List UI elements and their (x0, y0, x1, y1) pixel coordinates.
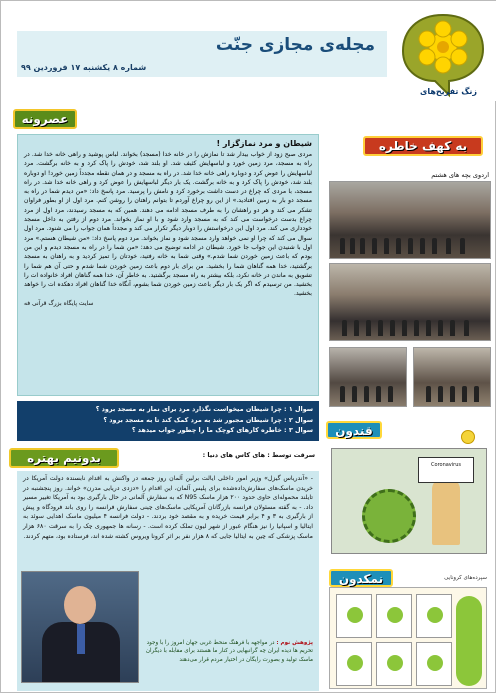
cartoon-image (331, 448, 487, 554)
question-item: سوال ۳ : خاطره کارهای کوچک ما را چطور جواب میدهد ؟ (131, 426, 313, 434)
yellow-flower-icon (397, 9, 489, 99)
section-label-best: بدونیم بهتره (9, 448, 119, 468)
issue-info: شماره ۸ یکشنبه ۱۷ فروردین ۹۹ (21, 63, 147, 72)
cartoon-area (323, 426, 491, 556)
group-photo (329, 263, 491, 341)
story-text: مردی صبح زود از خواب بیدار شد تا نمازش را در خانه خدا (مسجد) بخواند. لباس پوشید و راهی خانه خدا شد. در راه به مسجد، مرد زمین خورد و لباسهایش کثیف شد. او بلند شد، خودش را پاک کرد و به خانه برگشت. مرد لباسهایش را عوض کرد و دوباره راهی خانه خدا شد. در راه به مسجد و در همان نقطه مجدداً زمین خورد! او دوباره بلند شد، خودش را پاک کرد و به خانه برگشت. یک بار دیگر لباسهایش را عوض کرد و راهی خانه خدا شد. در راه مسجد، با مردی که چراغ در دست داشت برخورد کرد و نامش را پرسید. مرد پاسخ داد: «من دیدم شما در راه به مسجد دو بار به زمین افتادید.» از این رو چراغ آوردم تا بتوانم راهتان را روشن کنم. مرد اول از او بطور فراوان تشکر می کند و هر دو راهشان را به طرف مسجد ادامه می دهند. همین که به مسجد رسیدند، مرد اول از مرد چراغ بدست درخواست می کند که به مسجد وارد شود و با او نماز بخواند. مرد دوم از رفتن به داخل مسجد خودداری می کند. مرد اول این درخواستش را دوبار دیگر تکرار می کند و مجدداً همان جواب را می شنود. مرد اول سوال می کند که چرا او نمی خواهد وارد مسجد شود و نماز بخواند. مرد دوم پاسخ داد: «من شیطان هستم.» مرد اول با شنیدن این جواب جا خورد. شیطان در ادامه توضیح می دهد: «من شما را در راه به مسجد دیدم و این من بودم که باعث زمین خوردن شما شدم.» وقتی شما به خانه رفتید، خودتان را تمیز کردید و به راهتان به مسجد برگشتید، خدا همه گناهان شما را بخشید. من برای بار دوم باعث زمین خوردن شما شدم و حتی آن هم شما را تشویق به ماندن در خانه نکرد، بلکه بیشتر به راه مسجد برگشتید. به خاطر آن، خدا همه گناهان افراد خانواده ات را بخشید. من ترسیدم که اگر یک بار دیگر باعث زمین خوردن شما بشوم، آنگاه خدا گناهان افراد دهکده ات را خواهد بخشید. (24, 151, 312, 298)
group-photo (329, 181, 491, 259)
question-item: سوال ۲ : چرا شیطان مجبور شد به مرد کمک کند تا به مسجد برود ؟ (103, 415, 313, 424)
logo-caption: زنگ تفریح‌های (420, 87, 477, 96)
smiley-icon (461, 430, 475, 444)
comic-strip (329, 587, 487, 689)
research-label: پژوهش نوم : (276, 640, 313, 646)
section-label-kahf: به کهف خاطره (363, 136, 483, 156)
news-box (17, 471, 319, 691)
news-text: - «آندریاس گیزل» وزیر امور داخلی ایالت برلین آلمان روز جمعه در واکنش به اقدام نابسنده دولت آمریکا در خریدن ماسک‌های سفارش‌داده‌شده برای پلیس آلمان، این اقدام را «دزدی دریایی مدرن» خواند. روز پنجشنبه در تایلند محموله‌ای حاوی حدود ۲۰۰ هزار ماسک N95 که به سفارش آلمانی در حال بارگیری بود به آمریکا تغییر مسیر داد. - به گفته مسئولان فرانسه بازرگانان آمریکایی ماسک‌های چینی سفارش فرانسه را روی باند فرودگاه و پیش از بارگیری به ۳ و ۴ برابر قیمت خریده و به مقصد خود بردند. - دولت فرانسه ۴ میلیون ماسک اهدایی سوئد به ایتالیا و اسپانیا را نیز هنگام عبور از شهر لیون تملک کرده است. - رسانه ها جمهوری چک را به سرقت ۶۸۰ هزار ماسک پزشکی که چین به ایتالیا جایی که ۸ هزار نفر بر اثر کرونا ویروس کشته شده اند، فرستاده بود، متهم کردند. (23, 475, 314, 540)
section-label-qand: قندون (326, 421, 382, 439)
research-text: در مواجهه با فرهنگ منحط غربی جهان امروز را با وجود تحریم ها دیده ایران چه گرانبهایی در کنار ما هستند برای مقابله با دیگران ماسک تولید و بصورت رایگان در اختیار مردم قرار می‌دهند (145, 640, 313, 663)
story-box (17, 134, 319, 396)
news-photo (21, 571, 139, 683)
question-item: سوال ۱ : چرا شیطان میخواست نگذارد مرد برای نماز به مسجد برود ؟ (95, 405, 313, 413)
cartoon-figure (432, 479, 460, 545)
magazine-title: مجله‌ی مجازی جنّت (215, 35, 375, 55)
story-source: سایت پایگاه بزرگ قرآنی فه (24, 299, 94, 307)
virus-icon (362, 489, 416, 543)
comic-caption: سپرده‌های کرونایی (444, 575, 487, 581)
section-label-namak: نمکدون (329, 569, 393, 587)
cartoon-sign: Coronavirus (418, 457, 474, 483)
virus-icon (456, 596, 482, 686)
research-note (141, 639, 313, 664)
questions-box (17, 401, 319, 441)
masthead (1, 1, 496, 101)
group-photo (413, 347, 491, 407)
story-title: شیطان و مرد نمازگزار ! (216, 139, 312, 148)
comic-area (323, 573, 491, 691)
best-intro: سرقت توسط : های کاس های دنیا : (202, 451, 315, 459)
group-photo (329, 347, 407, 407)
photo-caption: اردوی بچه های هشتم (431, 171, 489, 179)
section-label-asr: عصرونه (13, 109, 77, 129)
